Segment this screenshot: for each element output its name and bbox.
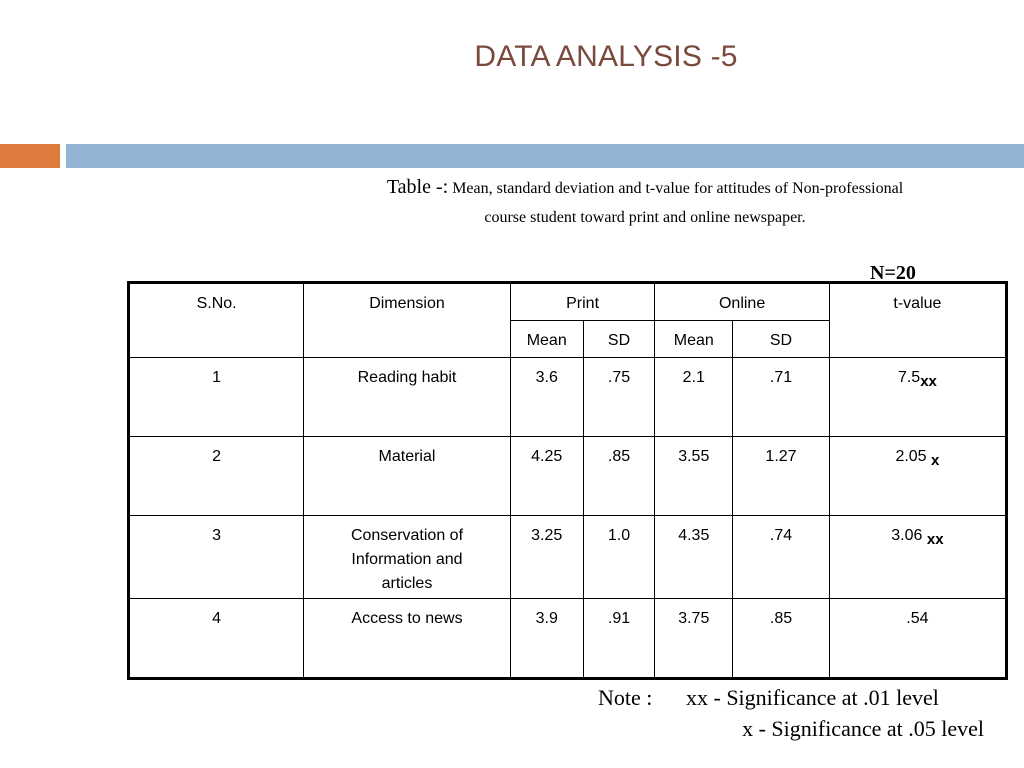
header-print-sd: SD (583, 321, 655, 358)
cell-sno: 2 (129, 437, 304, 516)
cell-dimension: Conservation of Information and articles (304, 516, 511, 599)
cell-online-sd: .74 (733, 516, 830, 599)
significance-marker: x (931, 452, 940, 469)
table-caption-line2: course student toward print and online newspaper. (484, 209, 806, 226)
accent-bar-orange (0, 144, 60, 168)
cell-online-mean: 2.1 (655, 358, 733, 437)
significance-marker: xx (920, 373, 937, 390)
table-caption-line1 (300, 172, 990, 204)
cell-print-sd: .91 (583, 599, 655, 679)
t-value: 7.5 (897, 369, 921, 386)
table-row (129, 516, 1007, 599)
cell-sno: 4 (129, 599, 304, 679)
header-sno: S.No. (129, 283, 304, 358)
note-label: Note : (598, 685, 653, 710)
cell-tvalue (829, 599, 1006, 679)
cell-tvalue (829, 437, 1006, 516)
cell-online-sd: 1.27 (733, 437, 830, 516)
cell-sno: 1 (129, 358, 304, 437)
cell-print-mean: 3.9 (510, 599, 583, 679)
cell-print-sd: .85 (583, 437, 655, 516)
cell-tvalue (829, 516, 1006, 599)
data-table (127, 281, 1008, 680)
cell-dimension: Material (304, 437, 511, 516)
cell-print-mean: 3.6 (510, 358, 583, 437)
cell-dimension: Access to news (304, 599, 511, 679)
cell-sno: 3 (129, 516, 304, 599)
header-print: Print (510, 283, 655, 321)
header-tvalue: t-value (829, 283, 1006, 358)
caption-text-1: Mean, standard deviation and t-value for attitudes of Non-professional (452, 180, 904, 197)
cell-print-mean: 3.25 (510, 516, 583, 599)
t-value: 2.05 (895, 448, 927, 465)
slide-title: DATA ANALYSIS -5 (474, 40, 738, 73)
header-online: Online (655, 283, 829, 321)
cell-online-sd: .85 (733, 599, 830, 679)
header-print-mean: Mean (510, 321, 583, 358)
table-row (129, 437, 1007, 516)
note-line-1: xx - Significance at .01 level (686, 685, 939, 710)
table-row (129, 599, 1007, 679)
cell-online-mean: 3.55 (655, 437, 733, 516)
cell-print-sd: .75 (583, 358, 655, 437)
t-value: 3.06 (891, 527, 923, 544)
cell-online-mean: 4.35 (655, 516, 733, 599)
header-online-mean: Mean (655, 321, 733, 358)
cell-tvalue (829, 358, 1006, 437)
accent-bar-blue (66, 144, 1024, 168)
table-row (129, 358, 1007, 437)
significance-marker: xx (926, 531, 944, 548)
cell-print-mean: 4.25 (510, 437, 583, 516)
header-online-sd: SD (733, 321, 830, 358)
caption-lead: Table -: (386, 176, 449, 198)
header-dimension: Dimension (304, 283, 511, 358)
cell-online-mean: 3.75 (655, 599, 733, 679)
cell-dimension: Reading habit (304, 358, 511, 437)
table-header-row (129, 283, 1007, 321)
t-value: .54 (906, 610, 929, 627)
sample-size-label: N=20 (870, 262, 916, 284)
note-line-2: x - Significance at .05 level (742, 716, 984, 741)
significance-note (598, 682, 984, 744)
cell-online-sd: .71 (733, 358, 830, 437)
cell-print-sd: 1.0 (583, 516, 655, 599)
